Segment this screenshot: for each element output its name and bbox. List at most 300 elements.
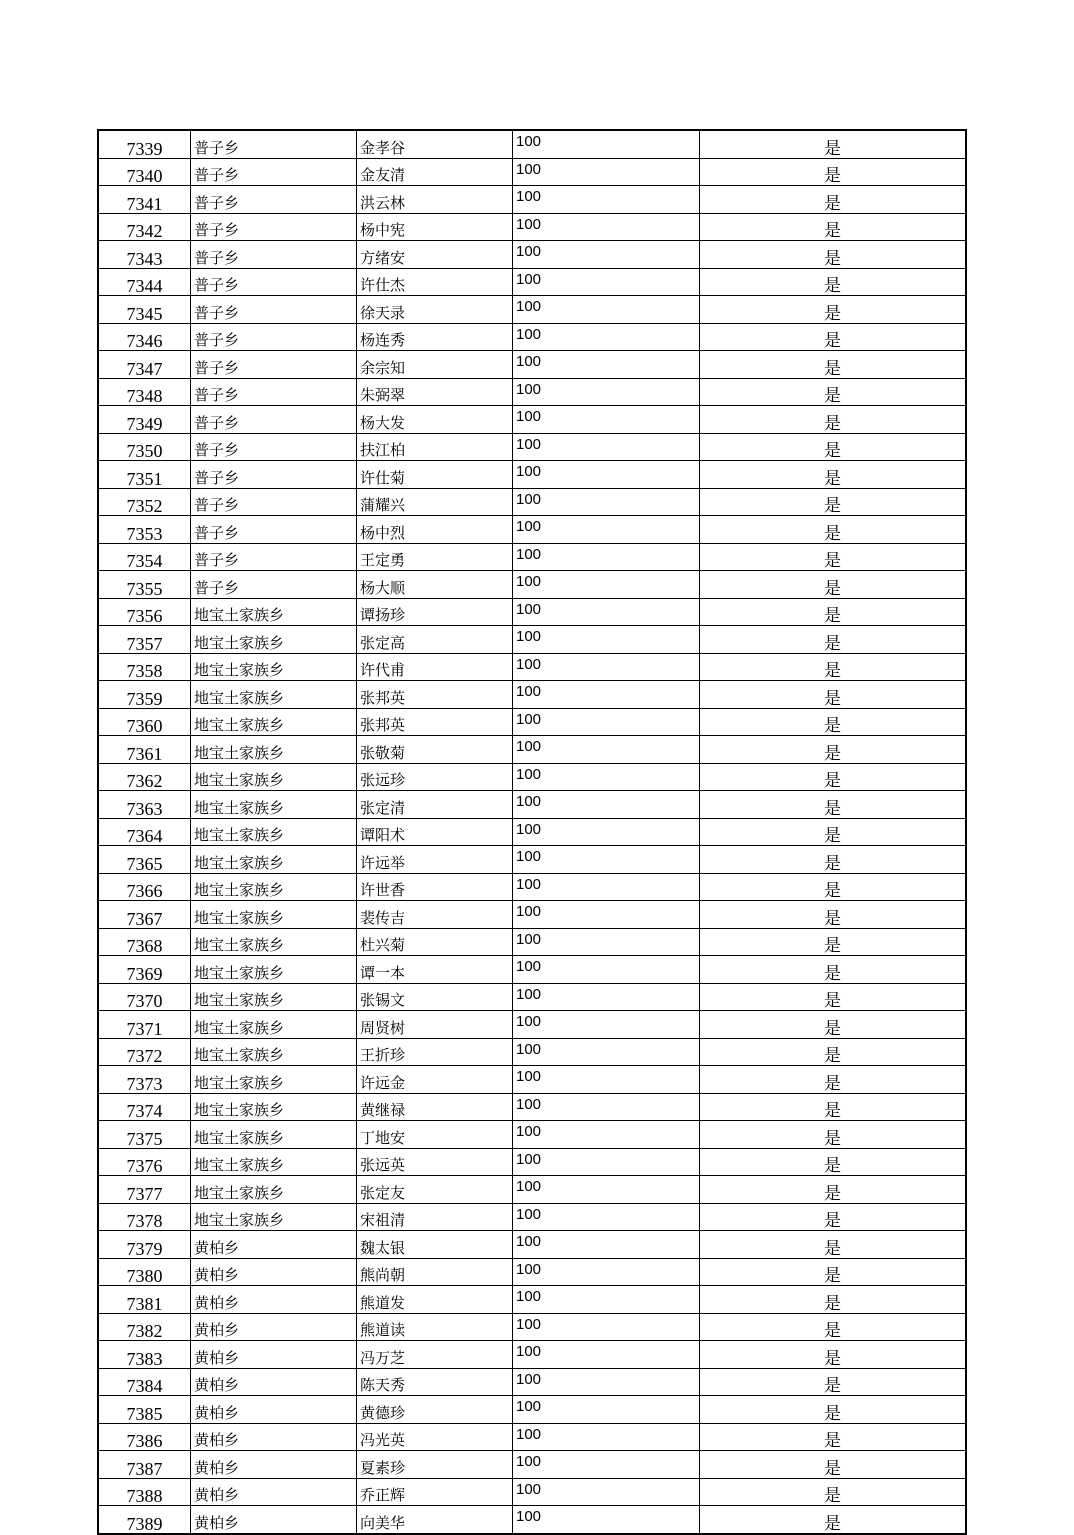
cell-flag: 是 xyxy=(700,736,967,764)
table-row xyxy=(98,488,966,516)
cell-amount: 100 xyxy=(513,1341,700,1369)
cell-township: 地宝土家族乡 xyxy=(191,873,357,901)
cell-row-number: 7343 xyxy=(98,241,191,269)
cell-township: 普子乡 xyxy=(191,461,357,489)
cell-person-name: 许代甫 xyxy=(357,653,513,681)
cell-amount: 100 xyxy=(513,653,700,681)
cell-township: 地宝土家族乡 xyxy=(191,791,357,819)
cell-township: 地宝土家族乡 xyxy=(191,681,357,709)
cell-amount: 100 xyxy=(513,736,700,764)
cell-person-name: 杨中烈 xyxy=(357,516,513,544)
cell-township: 黄柏乡 xyxy=(191,1451,357,1479)
cell-township: 普子乡 xyxy=(191,543,357,571)
cell-flag: 是 xyxy=(700,1038,967,1066)
cell-row-number: 7339 xyxy=(98,130,191,158)
cell-person-name: 宋祖清 xyxy=(357,1203,513,1231)
cell-person-name: 蒲耀兴 xyxy=(357,488,513,516)
cell-person-name: 魏太银 xyxy=(357,1231,513,1259)
cell-amount: 100 xyxy=(513,626,700,654)
cell-amount: 100 xyxy=(513,791,700,819)
cell-amount: 100 xyxy=(513,1451,700,1479)
cell-amount: 100 xyxy=(513,983,700,1011)
cell-amount: 100 xyxy=(513,1066,700,1094)
table-row xyxy=(98,1148,966,1176)
cell-flag: 是 xyxy=(700,1286,967,1314)
cell-person-name: 张定高 xyxy=(357,626,513,654)
cell-township: 普子乡 xyxy=(191,378,357,406)
cell-person-name: 余宗知 xyxy=(357,351,513,379)
cell-flag: 是 xyxy=(700,1066,967,1094)
cell-amount: 100 xyxy=(513,1148,700,1176)
table-row xyxy=(98,1478,966,1506)
table-row xyxy=(98,873,966,901)
cell-row-number: 7365 xyxy=(98,846,191,874)
cell-row-number: 7342 xyxy=(98,213,191,241)
cell-person-name: 谭阳术 xyxy=(357,818,513,846)
cell-flag: 是 xyxy=(700,241,967,269)
cell-person-name: 王折珍 xyxy=(357,1038,513,1066)
cell-amount: 100 xyxy=(513,1258,700,1286)
table-row xyxy=(98,543,966,571)
cell-amount: 100 xyxy=(513,406,700,434)
cell-flag: 是 xyxy=(700,323,967,351)
cell-row-number: 7350 xyxy=(98,433,191,461)
cell-amount: 100 xyxy=(513,488,700,516)
cell-amount: 100 xyxy=(513,956,700,984)
table-row xyxy=(98,130,966,158)
cell-township: 普子乡 xyxy=(191,516,357,544)
table-row xyxy=(98,406,966,434)
cell-row-number: 7377 xyxy=(98,1176,191,1204)
cell-amount: 100 xyxy=(513,516,700,544)
cell-township: 地宝土家族乡 xyxy=(191,1121,357,1149)
cell-row-number: 7386 xyxy=(98,1423,191,1451)
cell-township: 普子乡 xyxy=(191,296,357,324)
cell-amount: 100 xyxy=(513,296,700,324)
cell-township: 普子乡 xyxy=(191,130,357,158)
cell-row-number: 7363 xyxy=(98,791,191,819)
cell-person-name: 洪云林 xyxy=(357,186,513,214)
cell-flag: 是 xyxy=(700,818,967,846)
cell-flag: 是 xyxy=(700,1313,967,1341)
cell-person-name: 张邦英 xyxy=(357,681,513,709)
cell-township: 地宝土家族乡 xyxy=(191,928,357,956)
table-row xyxy=(98,791,966,819)
table-row xyxy=(98,433,966,461)
table-row xyxy=(98,241,966,269)
cell-person-name: 张敬菊 xyxy=(357,736,513,764)
cell-row-number: 7353 xyxy=(98,516,191,544)
cell-amount: 100 xyxy=(513,901,700,929)
cell-flag: 是 xyxy=(700,1121,967,1149)
cell-township: 黄柏乡 xyxy=(191,1231,357,1259)
table-row xyxy=(98,626,966,654)
table-row xyxy=(98,901,966,929)
table-row xyxy=(98,928,966,956)
cell-row-number: 7378 xyxy=(98,1203,191,1231)
cell-township: 地宝土家族乡 xyxy=(191,653,357,681)
cell-township: 黄柏乡 xyxy=(191,1478,357,1506)
cell-amount: 100 xyxy=(513,1286,700,1314)
cell-person-name: 许远金 xyxy=(357,1066,513,1094)
cell-amount: 100 xyxy=(513,763,700,791)
cell-amount: 100 xyxy=(513,1313,700,1341)
table-row xyxy=(98,1093,966,1121)
cell-person-name: 张定清 xyxy=(357,791,513,819)
cell-flag: 是 xyxy=(700,1451,967,1479)
cell-row-number: 7366 xyxy=(98,873,191,901)
cell-flag: 是 xyxy=(700,956,967,984)
table-row xyxy=(98,1451,966,1479)
cell-flag: 是 xyxy=(700,1506,967,1534)
cell-flag: 是 xyxy=(700,763,967,791)
cell-person-name: 谭一本 xyxy=(357,956,513,984)
cell-row-number: 7344 xyxy=(98,268,191,296)
cell-township: 地宝土家族乡 xyxy=(191,1148,357,1176)
cell-person-name: 扶江柏 xyxy=(357,433,513,461)
cell-row-number: 7351 xyxy=(98,461,191,489)
cell-amount: 100 xyxy=(513,158,700,186)
cell-township: 地宝土家族乡 xyxy=(191,818,357,846)
cell-row-number: 7345 xyxy=(98,296,191,324)
cell-row-number: 7387 xyxy=(98,1451,191,1479)
cell-amount: 100 xyxy=(513,846,700,874)
cell-person-name: 许世香 xyxy=(357,873,513,901)
cell-person-name: 杜兴菊 xyxy=(357,928,513,956)
cell-flag: 是 xyxy=(700,1203,967,1231)
table-row xyxy=(98,1341,966,1369)
cell-amount: 100 xyxy=(513,1231,700,1259)
cell-person-name: 方绪安 xyxy=(357,241,513,269)
cell-row-number: 7368 xyxy=(98,928,191,956)
cell-row-number: 7380 xyxy=(98,1258,191,1286)
table-row xyxy=(98,268,966,296)
table-row xyxy=(98,956,966,984)
cell-township: 普子乡 xyxy=(191,268,357,296)
cell-amount: 100 xyxy=(513,1038,700,1066)
cell-township: 普子乡 xyxy=(191,323,357,351)
cell-township: 地宝土家族乡 xyxy=(191,626,357,654)
cell-row-number: 7370 xyxy=(98,983,191,1011)
table-row xyxy=(98,1066,966,1094)
cell-row-number: 7362 xyxy=(98,763,191,791)
table-row xyxy=(98,1038,966,1066)
cell-person-name: 裴传吉 xyxy=(357,901,513,929)
cell-row-number: 7388 xyxy=(98,1478,191,1506)
table-row xyxy=(98,846,966,874)
cell-person-name: 张远英 xyxy=(357,1148,513,1176)
cell-amount: 100 xyxy=(513,598,700,626)
table-body xyxy=(98,130,966,1534)
table-row xyxy=(98,681,966,709)
cell-township: 地宝土家族乡 xyxy=(191,763,357,791)
cell-row-number: 7379 xyxy=(98,1231,191,1259)
cell-flag: 是 xyxy=(700,406,967,434)
cell-person-name: 夏素珍 xyxy=(357,1451,513,1479)
cell-township: 普子乡 xyxy=(191,241,357,269)
cell-amount: 100 xyxy=(513,1506,700,1534)
cell-row-number: 7352 xyxy=(98,488,191,516)
cell-amount: 100 xyxy=(513,1396,700,1424)
cell-amount: 100 xyxy=(513,1203,700,1231)
cell-row-number: 7340 xyxy=(98,158,191,186)
cell-township: 地宝土家族乡 xyxy=(191,846,357,874)
cell-row-number: 7373 xyxy=(98,1066,191,1094)
cell-person-name: 张邦英 xyxy=(357,708,513,736)
cell-township: 地宝土家族乡 xyxy=(191,1203,357,1231)
cell-township: 普子乡 xyxy=(191,158,357,186)
cell-amount: 100 xyxy=(513,186,700,214)
cell-amount: 100 xyxy=(513,708,700,736)
cell-amount: 100 xyxy=(513,130,700,158)
cell-township: 地宝土家族乡 xyxy=(191,983,357,1011)
cell-person-name: 黄德珍 xyxy=(357,1396,513,1424)
cell-amount: 100 xyxy=(513,351,700,379)
cell-amount: 100 xyxy=(513,928,700,956)
cell-flag: 是 xyxy=(700,186,967,214)
cell-flag: 是 xyxy=(700,543,967,571)
cell-township: 地宝土家族乡 xyxy=(191,1066,357,1094)
cell-row-number: 7384 xyxy=(98,1368,191,1396)
cell-township: 地宝土家族乡 xyxy=(191,598,357,626)
cell-row-number: 7382 xyxy=(98,1313,191,1341)
cell-flag: 是 xyxy=(700,983,967,1011)
cell-row-number: 7361 xyxy=(98,736,191,764)
cell-row-number: 7341 xyxy=(98,186,191,214)
cell-person-name: 黄继禄 xyxy=(357,1093,513,1121)
cell-row-number: 7381 xyxy=(98,1286,191,1314)
cell-flag: 是 xyxy=(700,1258,967,1286)
cell-amount: 100 xyxy=(513,1093,700,1121)
cell-township: 地宝土家族乡 xyxy=(191,1011,357,1039)
cell-flag: 是 xyxy=(700,1478,967,1506)
cell-person-name: 向美华 xyxy=(357,1506,513,1534)
cell-flag: 是 xyxy=(700,433,967,461)
cell-person-name: 许仕菊 xyxy=(357,461,513,489)
cell-flag: 是 xyxy=(700,928,967,956)
cell-person-name: 朱弼翠 xyxy=(357,378,513,406)
cell-person-name: 许仕杰 xyxy=(357,268,513,296)
cell-person-name: 王定勇 xyxy=(357,543,513,571)
data-table xyxy=(97,129,967,1535)
cell-flag: 是 xyxy=(700,158,967,186)
cell-flag: 是 xyxy=(700,681,967,709)
cell-flag: 是 xyxy=(700,1341,967,1369)
cell-row-number: 7346 xyxy=(98,323,191,351)
cell-row-number: 7358 xyxy=(98,653,191,681)
cell-township: 普子乡 xyxy=(191,351,357,379)
cell-township: 普子乡 xyxy=(191,406,357,434)
cell-township: 地宝土家族乡 xyxy=(191,708,357,736)
cell-row-number: 7348 xyxy=(98,378,191,406)
table-row xyxy=(98,571,966,599)
table-row xyxy=(98,598,966,626)
cell-flag: 是 xyxy=(700,130,967,158)
cell-row-number: 7347 xyxy=(98,351,191,379)
table-row xyxy=(98,818,966,846)
table-row xyxy=(98,653,966,681)
table-row xyxy=(98,296,966,324)
cell-township: 普子乡 xyxy=(191,571,357,599)
cell-amount: 100 xyxy=(513,1478,700,1506)
cell-row-number: 7374 xyxy=(98,1093,191,1121)
cell-row-number: 7375 xyxy=(98,1121,191,1149)
cell-township: 黄柏乡 xyxy=(191,1286,357,1314)
cell-township: 普子乡 xyxy=(191,186,357,214)
cell-flag: 是 xyxy=(700,846,967,874)
cell-township: 地宝土家族乡 xyxy=(191,1176,357,1204)
cell-flag: 是 xyxy=(700,873,967,901)
cell-person-name: 丁地安 xyxy=(357,1121,513,1149)
cell-flag: 是 xyxy=(700,516,967,544)
cell-amount: 100 xyxy=(513,1011,700,1039)
cell-amount: 100 xyxy=(513,1368,700,1396)
cell-township: 普子乡 xyxy=(191,213,357,241)
table-row xyxy=(98,1286,966,1314)
cell-row-number: 7389 xyxy=(98,1506,191,1534)
cell-township: 地宝土家族乡 xyxy=(191,1038,357,1066)
cell-amount: 100 xyxy=(513,1423,700,1451)
table-row xyxy=(98,1203,966,1231)
cell-flag: 是 xyxy=(700,213,967,241)
cell-person-name: 张定友 xyxy=(357,1176,513,1204)
cell-person-name: 杨中宪 xyxy=(357,213,513,241)
table-row xyxy=(98,1258,966,1286)
table-row xyxy=(98,983,966,1011)
table-row xyxy=(98,323,966,351)
cell-township: 黄柏乡 xyxy=(191,1258,357,1286)
cell-flag: 是 xyxy=(700,571,967,599)
cell-amount: 100 xyxy=(513,681,700,709)
cell-row-number: 7356 xyxy=(98,598,191,626)
table-row xyxy=(98,1121,966,1149)
cell-person-name: 熊道发 xyxy=(357,1286,513,1314)
cell-amount: 100 xyxy=(513,818,700,846)
cell-person-name: 杨大顺 xyxy=(357,571,513,599)
table-row xyxy=(98,378,966,406)
cell-flag: 是 xyxy=(700,1396,967,1424)
cell-row-number: 7372 xyxy=(98,1038,191,1066)
cell-flag: 是 xyxy=(700,1148,967,1176)
cell-row-number: 7349 xyxy=(98,406,191,434)
table-row xyxy=(98,736,966,764)
cell-amount: 100 xyxy=(513,571,700,599)
cell-township: 地宝土家族乡 xyxy=(191,1093,357,1121)
table-row xyxy=(98,351,966,379)
cell-amount: 100 xyxy=(513,1121,700,1149)
table-row xyxy=(98,516,966,544)
cell-row-number: 7360 xyxy=(98,708,191,736)
table-row xyxy=(98,1011,966,1039)
cell-person-name: 冯万芝 xyxy=(357,1341,513,1369)
cell-flag: 是 xyxy=(700,708,967,736)
cell-row-number: 7357 xyxy=(98,626,191,654)
cell-flag: 是 xyxy=(700,653,967,681)
cell-row-number: 7359 xyxy=(98,681,191,709)
cell-person-name: 熊道读 xyxy=(357,1313,513,1341)
cell-flag: 是 xyxy=(700,351,967,379)
cell-amount: 100 xyxy=(513,1176,700,1204)
cell-township: 地宝土家族乡 xyxy=(191,956,357,984)
table-row xyxy=(98,158,966,186)
cell-person-name: 张远珍 xyxy=(357,763,513,791)
cell-amount: 100 xyxy=(513,433,700,461)
cell-township: 地宝土家族乡 xyxy=(191,736,357,764)
table-row xyxy=(98,461,966,489)
cell-person-name: 冯光英 xyxy=(357,1423,513,1451)
cell-row-number: 7385 xyxy=(98,1396,191,1424)
cell-person-name: 杨连秀 xyxy=(357,323,513,351)
cell-row-number: 7364 xyxy=(98,818,191,846)
cell-township: 黄柏乡 xyxy=(191,1396,357,1424)
cell-row-number: 7369 xyxy=(98,956,191,984)
cell-township: 黄柏乡 xyxy=(191,1313,357,1341)
table-row xyxy=(98,1176,966,1204)
cell-row-number: 7371 xyxy=(98,1011,191,1039)
cell-row-number: 7383 xyxy=(98,1341,191,1369)
table-row xyxy=(98,186,966,214)
cell-person-name: 许远举 xyxy=(357,846,513,874)
cell-row-number: 7367 xyxy=(98,901,191,929)
cell-flag: 是 xyxy=(700,791,967,819)
cell-row-number: 7355 xyxy=(98,571,191,599)
cell-flag: 是 xyxy=(700,598,967,626)
cell-flag: 是 xyxy=(700,1231,967,1259)
cell-flag: 是 xyxy=(700,1011,967,1039)
cell-row-number: 7376 xyxy=(98,1148,191,1176)
cell-amount: 100 xyxy=(513,543,700,571)
cell-person-name: 陈天秀 xyxy=(357,1368,513,1396)
cell-township: 地宝土家族乡 xyxy=(191,901,357,929)
cell-township: 黄柏乡 xyxy=(191,1423,357,1451)
cell-flag: 是 xyxy=(700,901,967,929)
table-row xyxy=(98,708,966,736)
cell-amount: 100 xyxy=(513,323,700,351)
table-row xyxy=(98,1423,966,1451)
cell-township: 普子乡 xyxy=(191,488,357,516)
table-row xyxy=(98,1313,966,1341)
table-row xyxy=(98,213,966,241)
cell-person-name: 谭扬珍 xyxy=(357,598,513,626)
cell-township: 黄柏乡 xyxy=(191,1341,357,1369)
cell-flag: 是 xyxy=(700,268,967,296)
cell-person-name: 乔正辉 xyxy=(357,1478,513,1506)
cell-amount: 100 xyxy=(513,241,700,269)
cell-flag: 是 xyxy=(700,296,967,324)
cell-township: 普子乡 xyxy=(191,433,357,461)
cell-person-name: 杨大发 xyxy=(357,406,513,434)
cell-person-name: 金友清 xyxy=(357,158,513,186)
table-row xyxy=(98,763,966,791)
cell-flag: 是 xyxy=(700,1093,967,1121)
cell-amount: 100 xyxy=(513,268,700,296)
cell-amount: 100 xyxy=(513,213,700,241)
table-row xyxy=(98,1231,966,1259)
cell-person-name: 金孝谷 xyxy=(357,130,513,158)
cell-flag: 是 xyxy=(700,461,967,489)
cell-person-name: 徐天录 xyxy=(357,296,513,324)
table-row xyxy=(98,1396,966,1424)
cell-amount: 100 xyxy=(513,873,700,901)
cell-person-name: 周贤树 xyxy=(357,1011,513,1039)
cell-flag: 是 xyxy=(700,1368,967,1396)
cell-person-name: 张锡文 xyxy=(357,983,513,1011)
cell-flag: 是 xyxy=(700,488,967,516)
cell-amount: 100 xyxy=(513,378,700,406)
cell-amount: 100 xyxy=(513,461,700,489)
cell-township: 黄柏乡 xyxy=(191,1506,357,1534)
cell-flag: 是 xyxy=(700,1176,967,1204)
